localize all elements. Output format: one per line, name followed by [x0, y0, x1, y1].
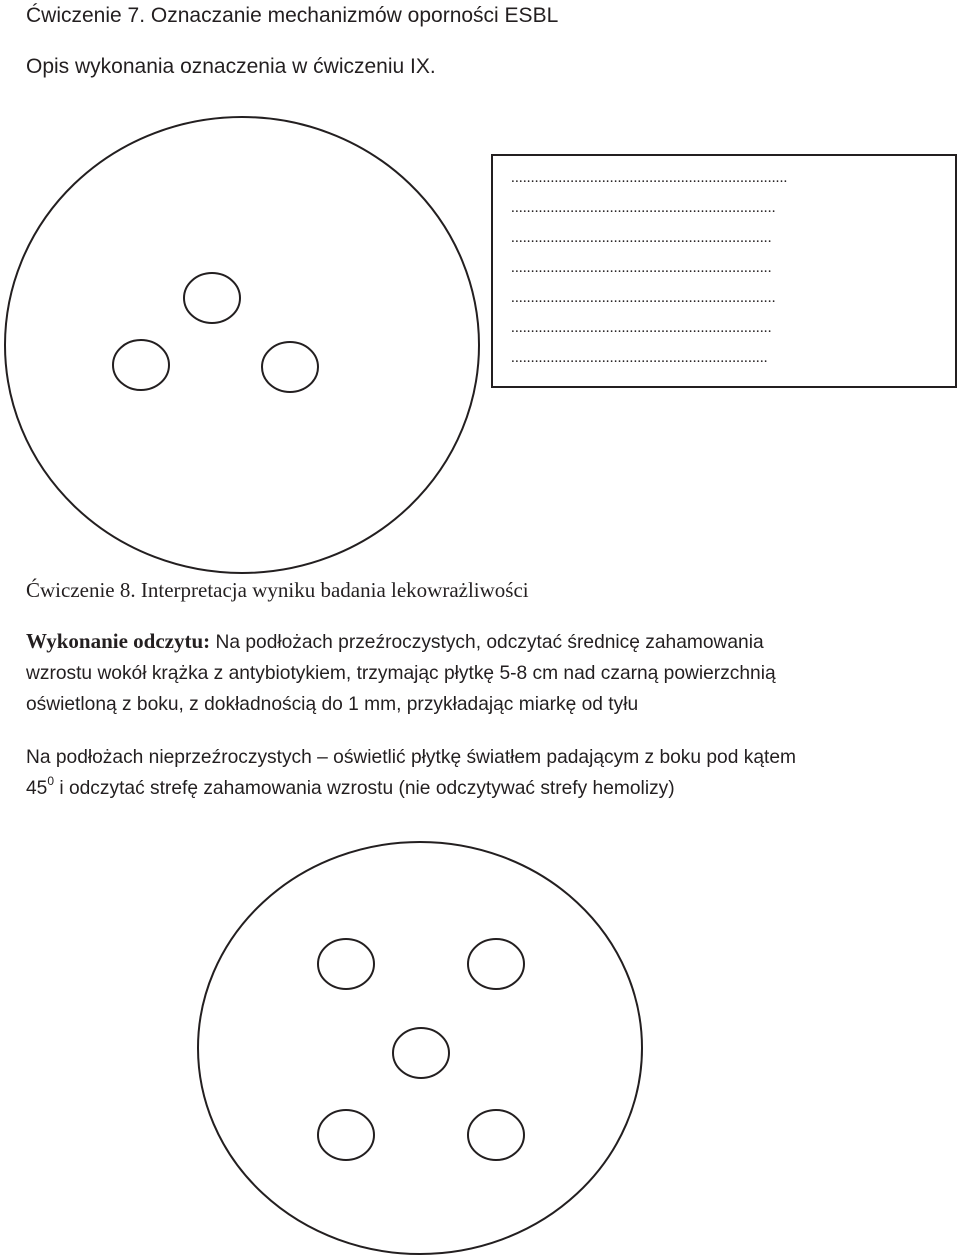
antibiotic-disc [318, 939, 374, 989]
antibiotic-disc [393, 1028, 449, 1078]
petri-dish-outline [5, 117, 479, 573]
reading-instructions [26, 626, 936, 720]
reading-label: Wykonanie odczytu: [26, 629, 211, 653]
antibiotic-disc [184, 273, 240, 323]
exercise8-title: Ćwiczenie 8. Interpretacja wyniku badania lekowrażliwości [26, 578, 529, 602]
answer-line[interactable]: ................................................................... [511, 290, 776, 306]
opaque-line-2: $45^0$ i odczytać strefę zahamowania wzrostu (nie odczytywać strefy hemolizy) [26, 774, 675, 799]
answer-line[interactable]: ...................................................................... [511, 170, 788, 186]
plate-exercise8 [198, 842, 642, 1254]
opaque-line-1: Na podłożach nieprzeźroczystych – oświetlić płytkę światłem padającym z boku pod kątem [26, 747, 796, 768]
answer-line[interactable]: .................................................................. [511, 320, 772, 336]
answer-line[interactable]: ................................................................... [511, 200, 776, 216]
antibiotic-disc [468, 1110, 524, 1160]
reading-line-3: oświetloną z boku, z dokładnością do 1 mm, przykładając miarkę od tyłu [26, 694, 639, 715]
answer-line[interactable]: .................................................................. [511, 230, 772, 246]
antibiotic-disc [113, 340, 169, 390]
answer-line[interactable]: ................................................................. [511, 350, 768, 366]
reading-line-1: Wykonanie odczytu: Na podłożach przeźroczystych, odczytać średnicę zahamowania [26, 629, 764, 653]
exercise7-note: Opis wykonania oznaczenia w ćwiczeniu IX. [26, 55, 436, 78]
petri-dish-outline [198, 842, 642, 1254]
plate-exercise7 [5, 117, 479, 573]
antibiotic-disc [318, 1110, 374, 1160]
opaque-instructions [26, 742, 936, 804]
answer-line[interactable]: .................................................................. [511, 260, 772, 276]
antibiotic-disc [262, 342, 318, 392]
degree-superscript: 0 [47, 774, 55, 788]
answer-box[interactable] [491, 154, 957, 388]
exercise7-title: Ćwiczenie 7. Oznaczanie mechanizmów oporności ESBL [26, 4, 559, 27]
reading-line-2: wzrostu wokół krążka z antybiotykiem, trzymając płytkę 5-8 cm nad czarną powierzchnią [26, 663, 776, 684]
antibiotic-disc [468, 939, 524, 989]
